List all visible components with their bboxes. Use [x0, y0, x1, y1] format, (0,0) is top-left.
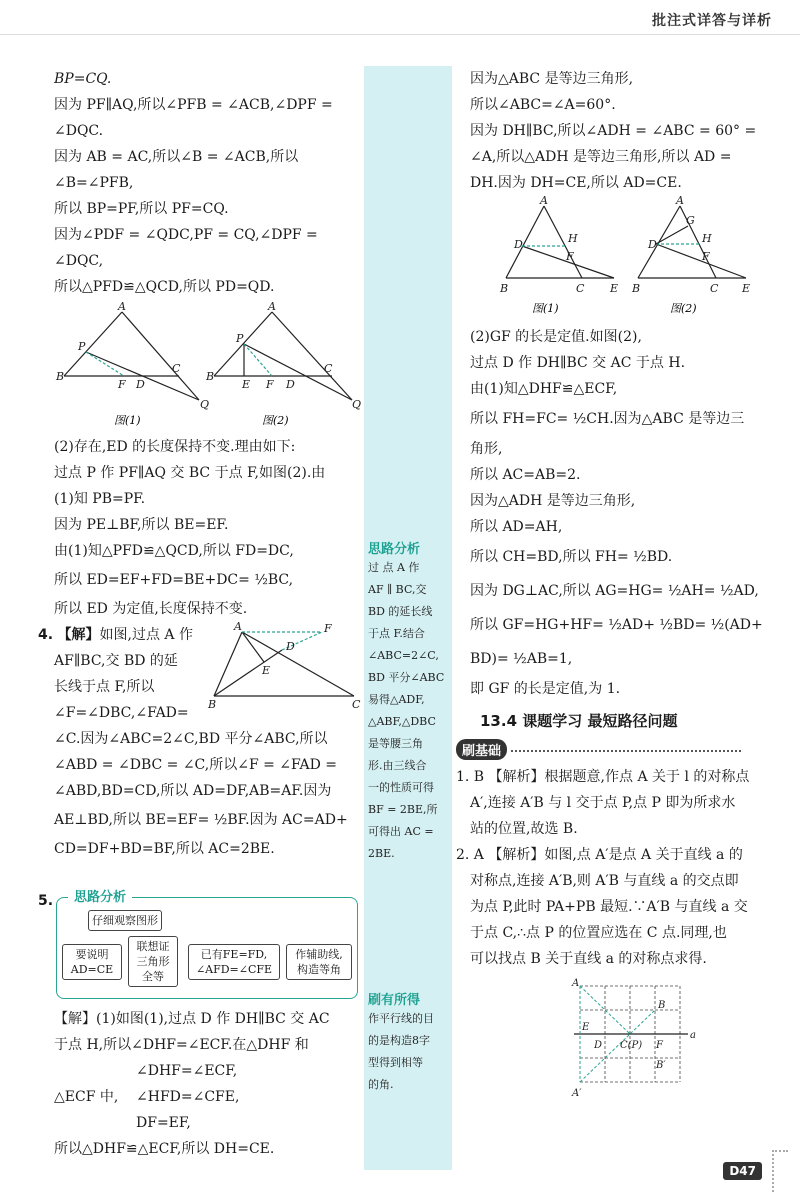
- svg-text:D: D: [286, 378, 295, 391]
- svg-text:E: E: [242, 378, 251, 391]
- side-text: 2BE.: [368, 847, 395, 860]
- text-line: 过点 P 作 PF∥AQ 交 BC 于点 F,如图(2).由: [54, 465, 326, 481]
- text-line: ∠A,所以△ADH 是等边三角形,所以 AD =: [470, 149, 732, 165]
- flow-step: 作辅助线, 构造等角: [286, 944, 352, 980]
- header-divider: [0, 34, 800, 35]
- fig1-caption: 图(1): [114, 414, 141, 427]
- svg-text:C: C: [172, 362, 181, 375]
- svg-text:A: A: [268, 300, 276, 313]
- side-text: BD 的延长线: [368, 605, 433, 618]
- text-line: DF=EF,: [136, 1115, 191, 1131]
- svg-text:C: C: [352, 698, 361, 710]
- text-line: DH.因为 DH=CE,所以 AD=CE.: [470, 175, 682, 191]
- text-line: 由(1)知△DHF≌△ECF,: [470, 381, 618, 397]
- side-text: 是等腰三角: [368, 737, 423, 750]
- text-line: 所以∠ABC=∠A=60°.: [470, 97, 616, 113]
- text-line: 所以 FH=FC= ½CH.因为△ABC 是等边三: [470, 411, 745, 427]
- svg-text:A′: A′: [572, 1088, 582, 1099]
- text-line: 所以△DHF≌△ECF,所以 DH=CE.: [54, 1141, 275, 1157]
- annotation-column: [364, 66, 452, 1170]
- side-text: △ABF,△DBC: [368, 715, 436, 728]
- svg-text:A: A: [540, 196, 548, 207]
- side-text: 型得到相等: [368, 1056, 423, 1069]
- svg-text:B′: B′: [656, 1060, 666, 1071]
- svg-text:B: B: [658, 1000, 666, 1011]
- svg-text:E: E: [262, 664, 271, 677]
- text-line: 所以 AD=AH,: [470, 519, 563, 535]
- text-line: 角形,: [470, 441, 503, 457]
- svg-text:C: C: [576, 282, 585, 295]
- svg-text:D: D: [648, 238, 657, 251]
- flow-step: 已有FE=FD, ∠AFD=∠CFE: [188, 944, 280, 980]
- svg-text:B: B: [632, 282, 641, 295]
- text-line: 因为 DG⊥AC,所以 AG=HG= ½AH= ½AD,: [470, 583, 759, 599]
- text-line: AF∥BC,交 BD 的延: [54, 653, 178, 669]
- geometry-figure-q4: [204, 620, 364, 710]
- text-line: ∠ABD,BD=CD,所以 AD=DF,AB=AF.因为: [54, 783, 332, 799]
- svg-text:D: D: [514, 238, 523, 251]
- text-line: 于点 C,∴点 P 的位置应选在 C 点.同理,也: [470, 925, 727, 941]
- side-text: 的是构造8字: [368, 1034, 430, 1047]
- fig2-caption: 图(2): [670, 302, 697, 315]
- text-line: 为点 P,此时 PA+PB 最短.∵A′B 与直线 a 交: [470, 899, 748, 915]
- side-text: 形.由三线合: [368, 759, 427, 772]
- text-line: 由(1)知△PFD≌△QCD,所以 FD=DC,: [54, 543, 294, 559]
- fig1-caption: 图(1): [532, 302, 559, 315]
- svg-text:A: A: [234, 620, 242, 633]
- svg-text:B: B: [208, 698, 217, 710]
- question-number: 4.: [38, 627, 54, 643]
- svg-text:B: B: [206, 370, 215, 383]
- svg-text:D: D: [286, 640, 295, 653]
- text-line: 过点 D 作 DH∥BC 交 AC 于点 H.: [470, 355, 686, 371]
- svg-text:F: F: [702, 250, 710, 263]
- svg-text:B: B: [500, 282, 509, 295]
- svg-text:P: P: [78, 340, 86, 353]
- text-line: ∠DQC.: [54, 123, 104, 139]
- text-line: BP=CQ.: [54, 71, 112, 87]
- header-title: 批注式详答与详析: [652, 13, 772, 29]
- svg-text:F: F: [266, 378, 274, 391]
- text-line: 因为∠PDF = ∠QDC,PF = CQ,∠DPF =: [54, 227, 318, 243]
- text-line: ∠DHF=∠ECF,: [136, 1063, 238, 1079]
- text-line: 2. A 【解析】如图,点 A′是点 A 关于直线 a 的: [456, 847, 743, 863]
- svg-text:B: B: [56, 370, 65, 383]
- text-line: △ECF 中,: [54, 1089, 119, 1105]
- side-heading: 思路分析: [368, 542, 421, 557]
- side-text: 可得出 AC =: [368, 825, 434, 838]
- svg-text:G: G: [686, 214, 695, 227]
- text-line: 站的位置,故选 B.: [470, 821, 578, 837]
- text-line: ∠B=∠PFB,: [54, 175, 134, 191]
- side-heading: 刷有所得: [368, 993, 421, 1008]
- svg-text:A: A: [118, 300, 126, 313]
- text-line: 因为△ABC 是等边三角形,: [470, 71, 634, 87]
- text-line: (2)存在,ED 的长度保持不变.理由如下:: [54, 439, 296, 455]
- right-column: [456, 66, 780, 1110]
- text-line: ∠HFD=∠CFE,: [136, 1089, 240, 1105]
- practice-badge: 刷基础: [456, 739, 507, 760]
- text-line: 所以 CH=BD,所以 FH= ½BD.: [470, 549, 673, 565]
- page-number: D47: [723, 1162, 762, 1180]
- text-line: ∠F=∠DBC,∠FAD=: [54, 705, 189, 721]
- text-line: BD)= ½AB=1,: [470, 651, 573, 667]
- text-line: 所以 ED=EF+FD=BE+DC= ½BC,: [54, 572, 294, 588]
- side-text: 一的性质可得: [368, 781, 434, 794]
- grid-figure: [470, 976, 780, 1106]
- flow-heading: 思路分析: [68, 886, 132, 905]
- svg-text:F: F: [324, 622, 332, 635]
- text-line: 1. B 【解析】根据题意,作点 A 关于 l 的对称点: [456, 769, 750, 785]
- text-line: 所以 ED 为定值,长度保持不变.: [54, 601, 248, 617]
- text-line: 于点 H,所以∠DHF=∠ECF.在△DHF 和: [54, 1037, 309, 1053]
- text-line: 因为△ADH 是等边三角形,: [470, 493, 636, 509]
- svg-text:Q: Q: [200, 398, 210, 411]
- side-text: BD 平分∠ABC: [368, 671, 445, 684]
- text-line: (1)知 PB=PF.: [54, 491, 146, 507]
- text-line: 所以 GF=HG+HF= ½AD+ ½BD= ½(AD+: [470, 617, 763, 633]
- side-text: 易得△ADF,: [368, 693, 425, 706]
- svg-text:a: a: [690, 1030, 696, 1041]
- svg-text:C(P): C(P): [620, 1040, 643, 1051]
- svg-text:F: F: [118, 378, 126, 391]
- svg-text:E: E: [742, 282, 751, 295]
- answer-label: 【解】: [57, 627, 100, 643]
- question-number: 5.: [38, 893, 54, 909]
- text-line: CD=DF+BD=BF,所以 AC=2BE.: [54, 841, 275, 857]
- text-line: 如图,过点 A 作: [99, 627, 193, 643]
- svg-text:E: E: [610, 282, 619, 295]
- side-text: 作平行线的目: [368, 1012, 434, 1025]
- side-text: 于点 F.结合: [368, 627, 425, 640]
- svg-text:F: F: [656, 1040, 663, 1051]
- dotted-divider: [511, 750, 741, 752]
- corner-decoration: [772, 1150, 788, 1192]
- text-line: AE⊥BD,所以 BE=EF= ½BF.因为 AC=AD+: [54, 812, 348, 828]
- flow-step: 要说明 AD=CE: [62, 944, 122, 980]
- svg-text:H: H: [568, 232, 578, 245]
- svg-text:P: P: [236, 332, 244, 345]
- fig2-caption: 图(2): [262, 414, 289, 427]
- text-line: (2)GF 的长是定值.如图(2),: [470, 329, 642, 345]
- left-column: [38, 66, 366, 862]
- svg-text:Q: Q: [352, 398, 362, 411]
- text-line: A′,连接 A′B 与 l 交于点 P,点 P 即为所求水: [470, 795, 736, 811]
- text-line: 可以找点 B 关于直线 a 的对称点求得.: [470, 951, 707, 967]
- side-text: BF = 2BE,所: [368, 803, 438, 816]
- side-text: AF ∥ BC,交: [368, 583, 427, 596]
- text-line: 长线于点 F,所以: [54, 679, 155, 695]
- svg-text:D: D: [136, 378, 145, 391]
- text-line: 对称点,连接 A′B,则 A′B 与直线 a 的交点即: [470, 873, 739, 889]
- svg-text:A: A: [676, 196, 684, 207]
- text-line: 所以 BP=PF,所以 PF=CQ.: [54, 201, 229, 217]
- svg-text:C: C: [710, 282, 719, 295]
- text-line: 因为 PE⊥BF,所以 BE=EF.: [54, 517, 229, 533]
- text-line: 所以 AC=AB=2.: [470, 467, 581, 483]
- geometry-figures-left: [54, 300, 366, 430]
- svg-text:C: C: [324, 362, 333, 375]
- section-title: 13.4 课题学习 最短路径问题: [480, 712, 678, 730]
- text-line: 因为 PF∥AQ,所以∠PFB = ∠ACB,∠DPF =: [54, 97, 333, 113]
- side-text: ∠ABC=2∠C,: [368, 649, 439, 662]
- text-line: 即 GF 的长是定值,为 1.: [470, 681, 621, 697]
- text-line: ∠C.因为∠ABC=2∠C,BD 平分∠ABC,所以: [54, 731, 328, 747]
- flow-step: 仔细观察图形: [88, 910, 162, 931]
- svg-text:E: E: [582, 1022, 590, 1033]
- text-line: 所以△PFD≌△QCD,所以 PD=QD.: [54, 279, 275, 295]
- svg-text:F: F: [566, 250, 574, 263]
- svg-text:H: H: [702, 232, 712, 245]
- text-line: 因为 DH∥BC,所以∠ADH = ∠ABC = 60° =: [470, 123, 757, 139]
- flow-step: 联想证 三角形 全等: [128, 936, 178, 987]
- text-line: ∠DQC,: [54, 253, 104, 269]
- geometry-figures-right: [470, 196, 780, 320]
- text-line: 【解】(1)如图(1),过点 D 作 DH∥BC 交 AC: [54, 1011, 330, 1027]
- text-line: 因为 AB = AC,所以∠B = ∠ACB,所以: [54, 149, 299, 165]
- text-line: ∠ABD = ∠DBC = ∠C,所以∠F = ∠FAD =: [54, 757, 338, 773]
- svg-text:D: D: [594, 1040, 603, 1051]
- side-text: 过 点 A 作: [368, 561, 420, 574]
- side-text: 的角.: [368, 1078, 394, 1091]
- svg-text:A: A: [572, 978, 580, 989]
